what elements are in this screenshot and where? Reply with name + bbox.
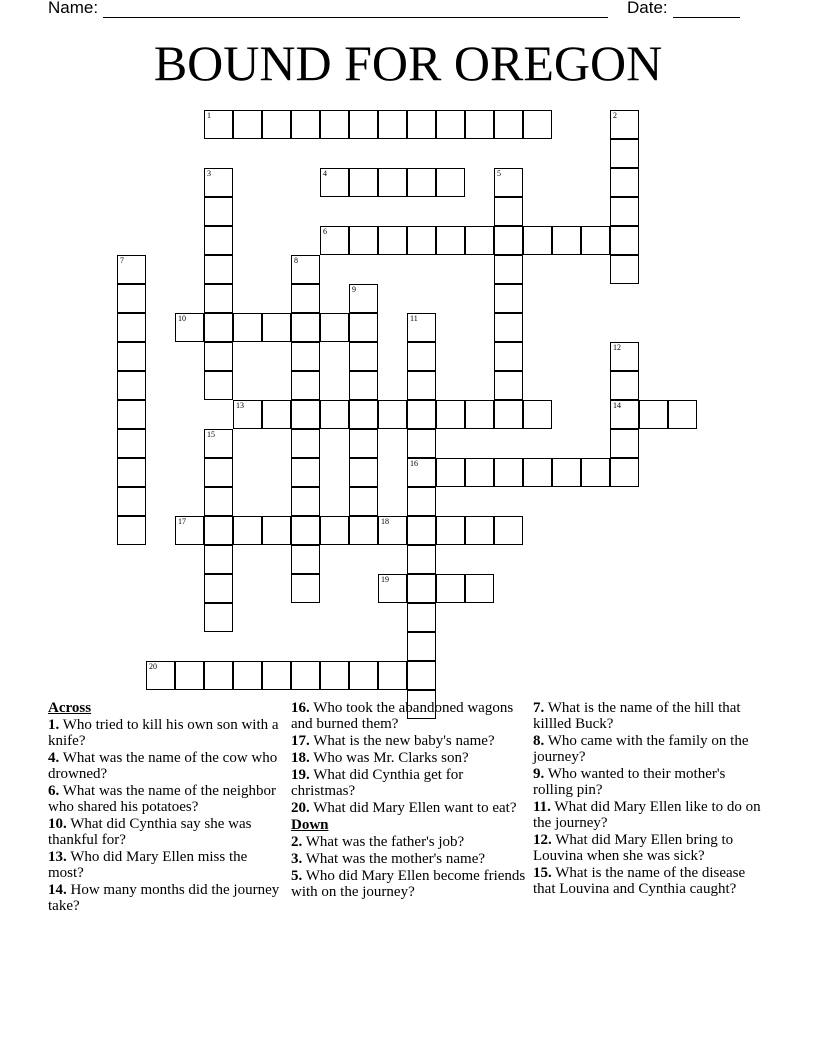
grid-cell[interactable] — [233, 516, 262, 545]
clues-column-2 — [291, 700, 527, 901]
clue-number: 13 — [236, 401, 244, 410]
clue-number-label: 12. — [533, 832, 552, 848]
grid-cell[interactable] — [610, 429, 639, 458]
clue — [291, 851, 527, 867]
grid-cell[interactable] — [407, 313, 436, 342]
grid-cell[interactable] — [378, 400, 407, 429]
clue-number-label: 15. — [533, 865, 552, 881]
clue — [533, 865, 769, 897]
grid-cell[interactable] — [610, 110, 639, 139]
grid-cell[interactable] — [204, 197, 233, 226]
clue-number-label: 14. — [48, 882, 67, 898]
clue-text: What was the name of the cow who drowned? — [48, 750, 278, 782]
clue-text: What did Cynthia get for christmas? — [291, 767, 464, 799]
clues-column-1 — [48, 700, 284, 915]
grid-cell[interactable] — [610, 139, 639, 168]
grid-cell[interactable] — [117, 516, 146, 545]
grid-cell[interactable] — [291, 545, 320, 574]
clue — [291, 750, 527, 766]
clue-text: Who tried to kill his own son with a knife? — [48, 717, 279, 749]
grid-cell[interactable] — [204, 226, 233, 255]
clue-text: What is the new baby's name? — [309, 733, 495, 749]
grid-cell[interactable] — [610, 458, 639, 487]
grid-cell[interactable] — [378, 168, 407, 197]
clue — [48, 783, 284, 815]
grid-cell[interactable] — [552, 226, 581, 255]
grid-cell[interactable] — [494, 197, 523, 226]
clue — [533, 832, 769, 864]
clue — [291, 800, 527, 816]
grid-cell[interactable] — [320, 400, 349, 429]
grid-cell[interactable] — [610, 371, 639, 400]
grid-cell[interactable] — [349, 313, 378, 342]
clue-number: 14 — [613, 401, 621, 410]
grid-cell[interactable] — [494, 313, 523, 342]
clue — [48, 717, 284, 749]
grid-cell[interactable] — [436, 458, 465, 487]
grid-cell[interactable] — [291, 661, 320, 690]
grid-cell[interactable] — [610, 342, 639, 371]
grid-cell[interactable] — [349, 400, 378, 429]
clue-number-label: 20. — [291, 800, 310, 816]
grid-cell[interactable] — [175, 313, 204, 342]
grid-cell[interactable] — [407, 429, 436, 458]
grid-cell[interactable] — [291, 458, 320, 487]
grid-cell[interactable] — [291, 429, 320, 458]
clue-text: What is the name of the disease that Louvina and Cynthia caught? — [533, 865, 746, 897]
grid-cell[interactable] — [407, 603, 436, 632]
clue-number: 3 — [207, 169, 211, 178]
grid-cell[interactable] — [349, 458, 378, 487]
grid-cell[interactable] — [349, 371, 378, 400]
grid-cell[interactable] — [436, 168, 465, 197]
grid-cell[interactable] — [349, 110, 378, 139]
grid-cell[interactable] — [204, 284, 233, 313]
grid-cell[interactable] — [320, 516, 349, 545]
grid-cell[interactable] — [320, 226, 349, 255]
clue-number-label: 17. — [291, 733, 310, 749]
clue-number-label: 3. — [291, 851, 303, 867]
grid-cell[interactable] — [523, 110, 552, 139]
grid-cell[interactable] — [552, 458, 581, 487]
across-heading: Across — [48, 700, 92, 716]
clue-number-label: 4. — [48, 750, 60, 766]
grid-cell[interactable] — [204, 342, 233, 371]
clue-number: 1 — [207, 111, 211, 120]
clue-text: Who wanted to their mother's rolling pin? — [533, 766, 726, 798]
grid-cell[interactable] — [407, 342, 436, 371]
grid-cell[interactable] — [291, 284, 320, 313]
grid-cell[interactable] — [204, 574, 233, 603]
clue — [533, 766, 769, 798]
grid-cell[interactable] — [117, 255, 146, 284]
clue-number-label: 19. — [291, 767, 310, 783]
clue-number: 15 — [207, 430, 215, 439]
clue — [291, 733, 527, 749]
clue-text: What did Mary Ellen want to eat? — [309, 800, 517, 816]
clue-text: How many months did the journey take? — [48, 882, 280, 914]
grid-cell[interactable] — [146, 661, 175, 690]
grid-cell[interactable] — [407, 226, 436, 255]
grid-cell[interactable] — [610, 400, 639, 429]
clue-text: What was the father's job? — [302, 834, 465, 850]
grid-cell[interactable] — [291, 574, 320, 603]
grid-cell[interactable] — [233, 661, 262, 690]
grid-cell[interactable] — [523, 400, 552, 429]
grid-cell[interactable] — [262, 110, 291, 139]
clue-number-label: 8. — [533, 733, 545, 749]
grid-cell[interactable] — [436, 226, 465, 255]
grid-cell[interactable] — [407, 661, 436, 690]
name-label: Name: — [48, 0, 99, 17]
grid-cell[interactable] — [378, 110, 407, 139]
clue-number-label: 9. — [533, 766, 545, 782]
grid-cell[interactable] — [494, 255, 523, 284]
clue-number: 9 — [352, 285, 356, 294]
clue — [48, 750, 284, 782]
clue — [291, 767, 527, 799]
grid-cell[interactable] — [407, 545, 436, 574]
grid-cell[interactable] — [436, 574, 465, 603]
grid-cell[interactable] — [494, 400, 523, 429]
grid-cell[interactable] — [581, 226, 610, 255]
grid-cell[interactable] — [117, 342, 146, 371]
clue-text: What did Mary Ellen bring to Louvina when she was sick? — [533, 832, 734, 864]
grid-cell[interactable] — [175, 516, 204, 545]
grid-cell[interactable] — [465, 226, 494, 255]
grid-cell[interactable] — [581, 458, 610, 487]
grid-cell[interactable] — [465, 110, 494, 139]
grid-cell[interactable] — [465, 400, 494, 429]
grid-cell[interactable] — [204, 110, 233, 139]
clue-number-label: 11. — [533, 799, 551, 815]
clue — [48, 849, 284, 881]
clue-number: 18 — [381, 517, 389, 526]
clue-number-label: 16. — [291, 700, 310, 716]
grid-cell[interactable] — [204, 516, 233, 545]
grid-cell[interactable] — [262, 661, 291, 690]
clue-number: 17 — [178, 517, 186, 526]
grid-cell[interactable] — [639, 400, 668, 429]
page-title: BOUND FOR OREGON — [153, 35, 663, 91]
clue-text: What was the mother's name? — [302, 851, 486, 867]
grid-cell[interactable] — [407, 110, 436, 139]
clue-text: What did Mary Ellen like to do on the journey? — [533, 799, 761, 831]
grid-cell[interactable] — [494, 371, 523, 400]
grid-cell[interactable] — [436, 516, 465, 545]
clue-number-label: 7. — [533, 700, 545, 716]
grid-cell[interactable] — [610, 255, 639, 284]
clue-text: What did Cynthia say she was thankful for? — [48, 816, 252, 848]
clue-number: 5 — [497, 169, 501, 178]
grid-cell[interactable] — [204, 168, 233, 197]
clue-text: Who took the abandoned wagons and burned them? — [291, 700, 514, 732]
clue-number-label: 18. — [291, 750, 310, 766]
grid-cell[interactable] — [291, 371, 320, 400]
grid-cell[interactable] — [320, 110, 349, 139]
grid-cell[interactable] — [204, 429, 233, 458]
grid-cell[interactable] — [117, 429, 146, 458]
grid-cell[interactable] — [349, 661, 378, 690]
grid-cell[interactable] — [320, 168, 349, 197]
grid-cell[interactable] — [494, 284, 523, 313]
grid-cell[interactable] — [204, 458, 233, 487]
grid-cell[interactable] — [378, 574, 407, 603]
grid-cell[interactable] — [291, 400, 320, 429]
clue-number: 12 — [613, 343, 621, 352]
grid-cell[interactable] — [378, 661, 407, 690]
grid-cell[interactable] — [610, 168, 639, 197]
grid-cell[interactable] — [407, 400, 436, 429]
grid-cell[interactable] — [407, 371, 436, 400]
clue — [48, 816, 284, 848]
clue-number: 10 — [178, 314, 186, 323]
clue-number: 8 — [294, 256, 298, 265]
clue-number: 20 — [149, 662, 157, 671]
clue — [533, 700, 769, 732]
grid-cell[interactable] — [378, 226, 407, 255]
grid-cell[interactable] — [262, 313, 291, 342]
grid-cell[interactable] — [378, 516, 407, 545]
grid-cell[interactable] — [523, 458, 552, 487]
clue-number-label: 10. — [48, 816, 67, 832]
clue-number-label: 5. — [291, 868, 303, 884]
grid-cell[interactable] — [668, 400, 697, 429]
clue-text: Who did Mary Ellen become friends with on the journey? — [291, 868, 526, 900]
grid-cell[interactable] — [407, 168, 436, 197]
grid-cell[interactable] — [349, 284, 378, 313]
grid-cell[interactable] — [494, 342, 523, 371]
grid-cell[interactable] — [117, 284, 146, 313]
grid-cell[interactable] — [320, 313, 349, 342]
clue-text: Who did Mary Ellen miss the most? — [48, 849, 248, 881]
clue-text: Who came with the family on the journey? — [533, 733, 749, 765]
grid-cell[interactable] — [407, 516, 436, 545]
grid-cell[interactable] — [407, 632, 436, 661]
grid-cell[interactable] — [233, 110, 262, 139]
clue-number-label: 6. — [48, 783, 60, 799]
clue-text: What is the name of the hill that killled Buck? — [533, 700, 741, 732]
clue-number: 19 — [381, 575, 389, 584]
grid-cell[interactable] — [262, 516, 291, 545]
grid-cell[interactable] — [204, 545, 233, 574]
clue — [48, 882, 284, 914]
grid-cell[interactable] — [204, 487, 233, 516]
clue-number: 6 — [323, 227, 327, 236]
clue-number: 4 — [323, 169, 327, 178]
grid-cell[interactable] — [117, 487, 146, 516]
grid-cell[interactable] — [117, 371, 146, 400]
grid-cell[interactable] — [610, 197, 639, 226]
grid-cell[interactable] — [349, 429, 378, 458]
grid-cell[interactable] — [349, 516, 378, 545]
grid-cell[interactable] — [204, 371, 233, 400]
clue — [533, 799, 769, 831]
grid-cell[interactable] — [523, 226, 552, 255]
grid-cell[interactable] — [175, 661, 204, 690]
grid-cell[interactable] — [610, 226, 639, 255]
clue-text: Who was Mr. Clarks son? — [309, 750, 469, 766]
clue-number-label: 13. — [48, 849, 67, 865]
clue-number-label: 1. — [48, 717, 60, 733]
grid-cell[interactable] — [291, 487, 320, 516]
grid-cell[interactable] — [204, 313, 233, 342]
grid-cell[interactable] — [320, 661, 349, 690]
clue-number: 16 — [410, 459, 418, 468]
down-heading: Down — [291, 817, 329, 833]
grid-cell[interactable] — [291, 255, 320, 284]
clue — [291, 700, 527, 732]
grid-cell[interactable] — [349, 168, 378, 197]
clue — [533, 733, 769, 765]
grid-cell[interactable] — [233, 313, 262, 342]
clue-text: What was the name of the neighbor who shared his potatoes? — [48, 783, 276, 815]
grid-cell[interactable] — [117, 313, 146, 342]
grid-cell[interactable] — [494, 458, 523, 487]
grid-cell[interactable] — [291, 313, 320, 342]
grid-cell[interactable] — [233, 400, 262, 429]
clue-number: 7 — [120, 256, 124, 265]
grid-cell[interactable] — [494, 516, 523, 545]
grid-cell[interactable] — [436, 400, 465, 429]
grid-cell[interactable] — [494, 226, 523, 255]
grid-cell[interactable] — [291, 516, 320, 545]
grid-cell[interactable] — [204, 661, 233, 690]
grid-cell[interactable] — [349, 226, 378, 255]
grid-cell[interactable] — [117, 458, 146, 487]
grid-cell[interactable] — [291, 110, 320, 139]
grid-cell[interactable] — [436, 110, 465, 139]
clue-number: 11 — [410, 314, 418, 323]
grid-cell[interactable] — [291, 342, 320, 371]
clue — [291, 834, 527, 850]
grid-cell[interactable] — [465, 574, 494, 603]
clue-number-label: 2. — [291, 834, 303, 850]
grid-cell[interactable] — [262, 400, 291, 429]
grid-cell[interactable] — [465, 458, 494, 487]
grid-cell[interactable] — [204, 603, 233, 632]
grid-cell[interactable] — [494, 168, 523, 197]
grid-cell[interactable] — [117, 400, 146, 429]
grid-cell[interactable] — [204, 255, 233, 284]
grid-cell[interactable] — [349, 487, 378, 516]
grid-cell[interactable] — [349, 342, 378, 371]
grid-cell[interactable] — [407, 574, 436, 603]
grid-cell[interactable] — [407, 458, 436, 487]
clue — [291, 868, 527, 900]
grid-cell[interactable] — [407, 487, 436, 516]
clue-number: 2 — [613, 111, 617, 120]
clues-column-3 — [533, 700, 769, 898]
grid-cell[interactable] — [465, 516, 494, 545]
date-label: Date: — [627, 0, 668, 17]
grid-cell[interactable] — [494, 110, 523, 139]
